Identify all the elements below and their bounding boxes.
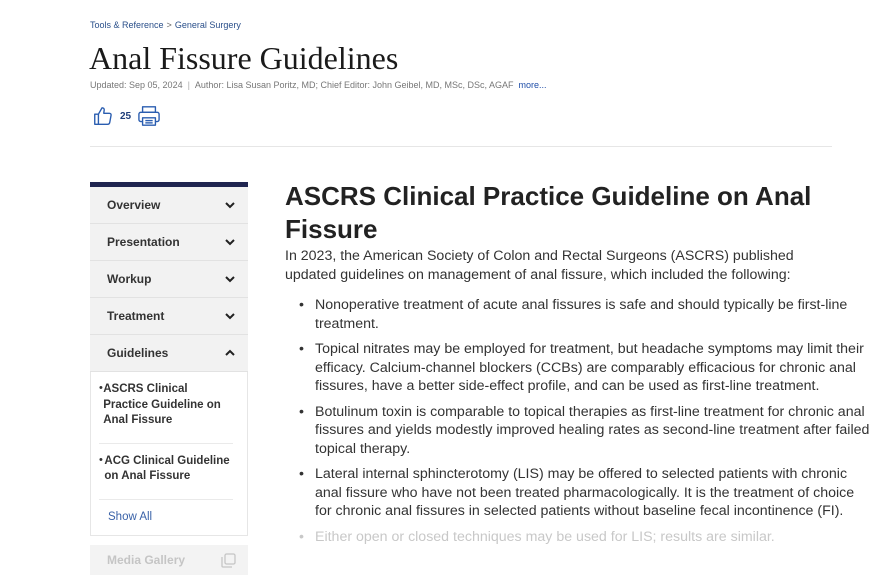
submenu-item-label: ASCRS Clinical Practice Guideline on Anal Fissure bbox=[103, 383, 221, 426]
submenu-item-acg[interactable] bbox=[99, 444, 233, 500]
chevron-down-icon bbox=[224, 199, 236, 211]
sidebar-item-presentation[interactable] bbox=[90, 224, 248, 261]
list-item: • Botulinum toxin is comparable to topical therapies as first-line treatment for chronic anal fissures and yields modestly improved healing rates as second-line treatment after failed topical therapy. bbox=[315, 403, 870, 459]
article-meta bbox=[90, 80, 547, 90]
like-count: 25 bbox=[120, 110, 132, 122]
author-line: Author: Lisa Susan Poritz, MD; Chief Editor: John Geibel, MD, MSc, DSc, AGAF bbox=[194, 80, 514, 90]
header-divider bbox=[90, 146, 832, 147]
sidebar-item-overview[interactable] bbox=[90, 187, 248, 224]
sidebar-item-label: Treatment bbox=[107, 309, 165, 323]
breadcrumb-link-tools[interactable]: Tools & Reference bbox=[90, 20, 164, 30]
breadcrumb bbox=[90, 20, 241, 30]
sidebar-item-treatment[interactable] bbox=[90, 298, 248, 335]
bullet: • bbox=[99, 453, 103, 466]
page-title: Anal Fissure Guidelines bbox=[89, 40, 399, 76]
article-actions bbox=[92, 104, 161, 128]
show-all-link[interactable]: Show All bbox=[108, 510, 153, 523]
chevron-down-icon bbox=[224, 236, 236, 248]
guideline-list bbox=[285, 296, 870, 553]
sidebar-item-label: Guidelines bbox=[107, 346, 169, 360]
sidebar-item-label: Workup bbox=[107, 272, 152, 286]
sidebar-item-workup[interactable] bbox=[90, 261, 248, 298]
updated-date: Updated: Sep 05, 2024 bbox=[90, 80, 183, 90]
submenu-item-label: ACG Clinical Guideline on Anal Fissure bbox=[104, 454, 230, 482]
breadcrumb-link-general-surgery[interactable]: General Surgery bbox=[174, 20, 241, 30]
thumbs-up-icon[interactable] bbox=[92, 105, 114, 127]
print-icon[interactable] bbox=[137, 105, 161, 127]
chevron-down-icon bbox=[224, 273, 236, 285]
meta-divider: | bbox=[187, 80, 190, 90]
gallery-icon bbox=[221, 553, 236, 568]
sidebar-item-label: Presentation bbox=[107, 235, 180, 249]
list-item: • Lateral internal sphincterotomy (LIS) may be offered to selected patients with chronic anal fissure who have not been treated pharmacologically. It is the treatment of choice for chronic anal fissures in selected patients without baseline fecal incontinence (FI). bbox=[315, 465, 870, 521]
section-heading: ASCRS Clinical Practice Guideline on Anal Fissure bbox=[285, 181, 812, 244]
bullet: • bbox=[99, 382, 103, 394]
more-link[interactable]: more... bbox=[518, 80, 547, 90]
media-gallery-button[interactable] bbox=[90, 545, 248, 575]
submenu-item-ascrs[interactable] bbox=[99, 372, 233, 444]
guidelines-submenu bbox=[90, 372, 248, 536]
sidebar-item-label: Overview bbox=[107, 198, 161, 212]
intro-paragraph: In 2023, the American Society of Colon and Rectal Surgeons (ASCRS) published updated guidelines on management of anal fissure, which included the following: bbox=[285, 248, 794, 283]
media-gallery-label: Media Gallery bbox=[107, 553, 186, 567]
list-item: • Nonoperative treatment of acute anal fissures is safe and should typically be first-line treatment. bbox=[315, 296, 870, 333]
chevron-up-icon bbox=[224, 347, 236, 359]
list-item: • Either open or closed techniques may be used for LIS; results are similar. bbox=[315, 528, 870, 547]
chevron-down-icon bbox=[224, 310, 236, 322]
sidebar-nav bbox=[90, 182, 248, 536]
sidebar-item-guidelines[interactable] bbox=[90, 335, 248, 372]
list-item: • Topical nitrates may be employed for treatment, but headache symptoms may limit their efficacy. Calcium-channel blockers (CCBs) are comparably efficacious for chronic anal fissures, have a better side-effect profile, and can be used as first-line treatment. bbox=[315, 340, 870, 396]
breadcrumb-separator: > bbox=[166, 20, 172, 30]
